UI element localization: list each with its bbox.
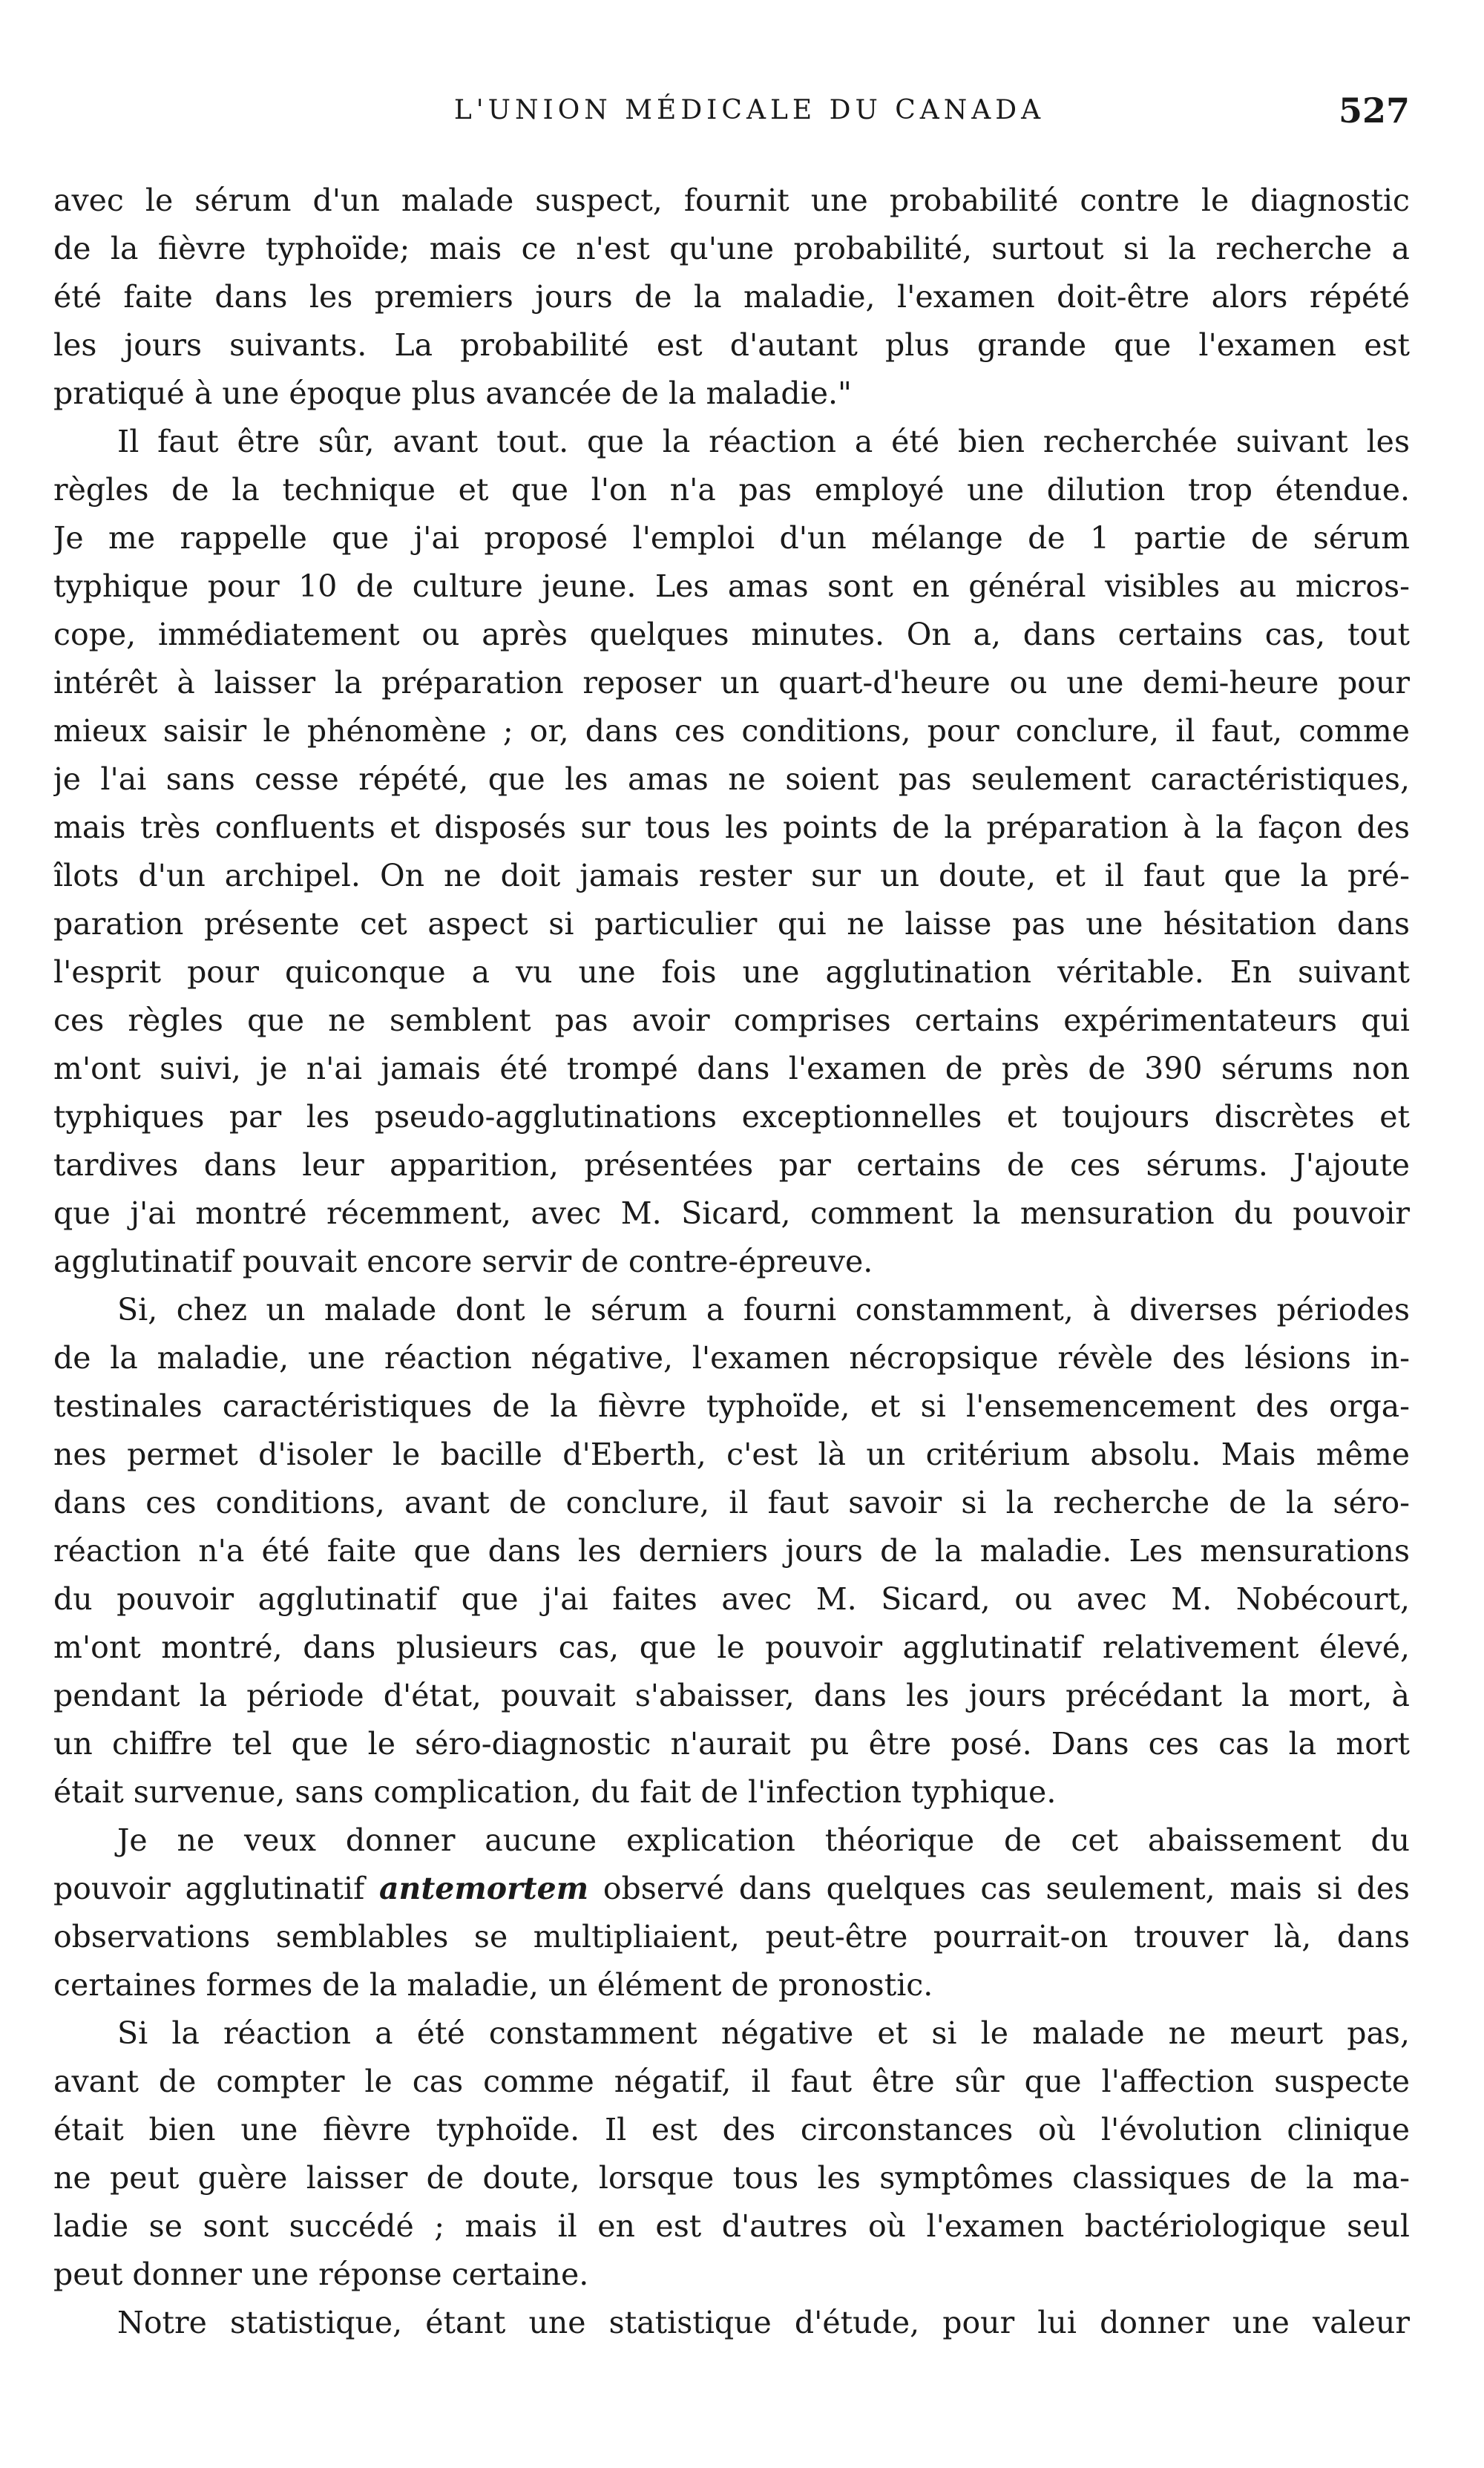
text-line: Il faut être sûr, avant tout. que la réaction a été bien recherchée suivant les: [117, 424, 1410, 459]
text-line: cope, immédiatement ou après quelques minutes. On a, dans certains cas, tout: [53, 617, 1410, 652]
text-line: dans ces conditions, avant de conclure, il faut savoir si la recherche de la séro-: [53, 1485, 1410, 1520]
text-line: règles de la technique et que l'on n'a pas employé une dilution trop étendue.: [53, 472, 1410, 508]
text-line: l'esprit pour quiconque a vu une fois une agglutination véritable. En suivant: [53, 954, 1410, 990]
text-line: nes permet d'isoler le bacille d'Eberth, c'est là un critérium absolu. Mais même: [53, 1437, 1410, 1472]
text-line: été faite dans les premiers jours de la maladie, l'examen doit-être alors répété: [53, 279, 1410, 315]
text-line: typhique pour 10 de culture jeune. Les amas sont en général visibles au micros-: [53, 568, 1410, 604]
text-line: Je ne veux donner aucune explication théorique de cet abaissement du: [117, 1822, 1410, 1858]
text-line: agglutinatif pouvait encore servir de contre-épreuve.: [53, 1244, 873, 1279]
text-line: pratiqué à une époque plus avancée de la maladie.": [53, 375, 852, 411]
text-line: mieux saisir le phénomène ; or, dans ces conditions, pour conclure, il faut, comme: [53, 713, 1410, 749]
text-segment: observé dans quelques cas seulement, mais si des: [603, 1871, 1410, 1906]
text-line: je l'ai sans cesse répété, que les amas ne soient pas seulement caractéristiques,: [53, 761, 1410, 797]
text-line: tardives dans leur apparition, présentées par certains de ces sérums. J'ajoute: [53, 1147, 1410, 1183]
text-line: ne peut guère laisser de doute, lorsque tous les symptômes classiques de la ma-: [53, 2160, 1410, 2196]
text-line: peut donner une réponse certaine.: [53, 2257, 589, 2292]
text-line: testinales caractéristiques de la fièvre typhoïde, et si l'ensemencement des orga-: [53, 1388, 1410, 1424]
text-line: ladie se sont succédé ; mais il en est d'autres où l'examen bactériologique seul: [53, 2208, 1410, 2244]
text-line: Si la réaction a été constamment négative et si le malade ne meurt pas,: [117, 2015, 1410, 2051]
text-line: était survenue, sans complication, du fait de l'infection typhique.: [53, 1774, 1057, 1810]
text-line: certaines formes de la maladie, un élément de pronostic.: [53, 1967, 933, 2003]
text-line: un chiffre tel que le séro-diagnostic n'aurait pu être posé. Dans ces cas la mort: [53, 1726, 1410, 1762]
text-segment: pouvoir agglutinatif: [53, 1871, 365, 1906]
text-line: paration présente cet aspect si particulier qui ne laisse pas une hésitation dans: [53, 906, 1410, 942]
text-line: réaction n'a été faite que dans les derniers jours de la maladie. Les mensurations: [53, 1533, 1410, 1569]
text-line: typhiques par les pseudo-agglutinations exceptionnelles et toujours discrètes et: [53, 1099, 1410, 1135]
text-line: ces règles que ne semblent pas avoir comprises certains expérimentateurs qui: [53, 1002, 1410, 1038]
italic-term: antemortem: [378, 1871, 589, 1906]
text-line: avant de compter le cas comme négatif, il faut être sûr que l'affection suspecte: [53, 2064, 1410, 2099]
text-line: Je me rappelle que j'ai proposé l'emploi d'un mélange de 1 partie de sérum: [53, 520, 1410, 556]
text-line: de la fièvre typhoïde; mais ce n'est qu'une probabilité, surtout si la recherche a: [53, 231, 1410, 266]
text-line: de la maladie, une réaction négative, l'examen nécropsique révèle des lésions in-: [53, 1340, 1410, 1376]
text-line: Si, chez un malade dont le sérum a fourni constamment, à diverses périodes: [117, 1292, 1410, 1327]
text-line: m'ont suivi, je n'ai jamais été trompé dans l'examen de près de 390 sérums non: [53, 1051, 1410, 1086]
text-line: îlots d'un archipel. On ne doit jamais rester sur un doute, et il faut que la pré-: [53, 858, 1410, 893]
text-line: les jours suivants. La probabilité est d'autant plus grande que l'examen est: [53, 327, 1410, 363]
text-line: était bien une fièvre typhoïde. Il est des circonstances où l'évolution clinique: [53, 2112, 1410, 2147]
text-line: que j'ai montré récemment, avec M. Sicard, comment la mensuration du pouvoir: [53, 1195, 1410, 1231]
body-text: [53, 177, 1410, 2347]
text-line-mixed: [53, 1865, 1410, 1913]
text-line: observations semblables se multipliaient, peut-être pourrait-on trouver là, dans: [53, 1919, 1410, 1955]
page-number: 527: [1338, 91, 1410, 131]
text-line: pendant la période d'état, pouvait s'abaisser, dans les jours précédant la mort, à: [53, 1678, 1410, 1713]
page-header: [89, 91, 1410, 140]
text-line: intérêt à laisser la préparation reposer un quart-d'heure ou une demi-heure pour: [53, 665, 1410, 700]
text-line: m'ont montré, dans plusieurs cas, que le pouvoir agglutinatif relativement élevé,: [53, 1630, 1410, 1665]
text-line: du pouvoir agglutinatif que j'ai faites avec M. Sicard, ou avec M. Nobécourt,: [53, 1581, 1410, 1617]
text-line: avec le sérum d'un malade suspect, fournit une probabilité contre le diagnostic: [53, 183, 1410, 218]
text-line: Notre statistique, étant une statistique d'étude, pour lui donner une valeur: [117, 2305, 1410, 2340]
text-line: mais très confluents et disposés sur tous les points de la préparation à la façon des: [53, 810, 1410, 845]
running-title: L'UNION MÉDICALE DU CANADA: [453, 95, 1045, 125]
